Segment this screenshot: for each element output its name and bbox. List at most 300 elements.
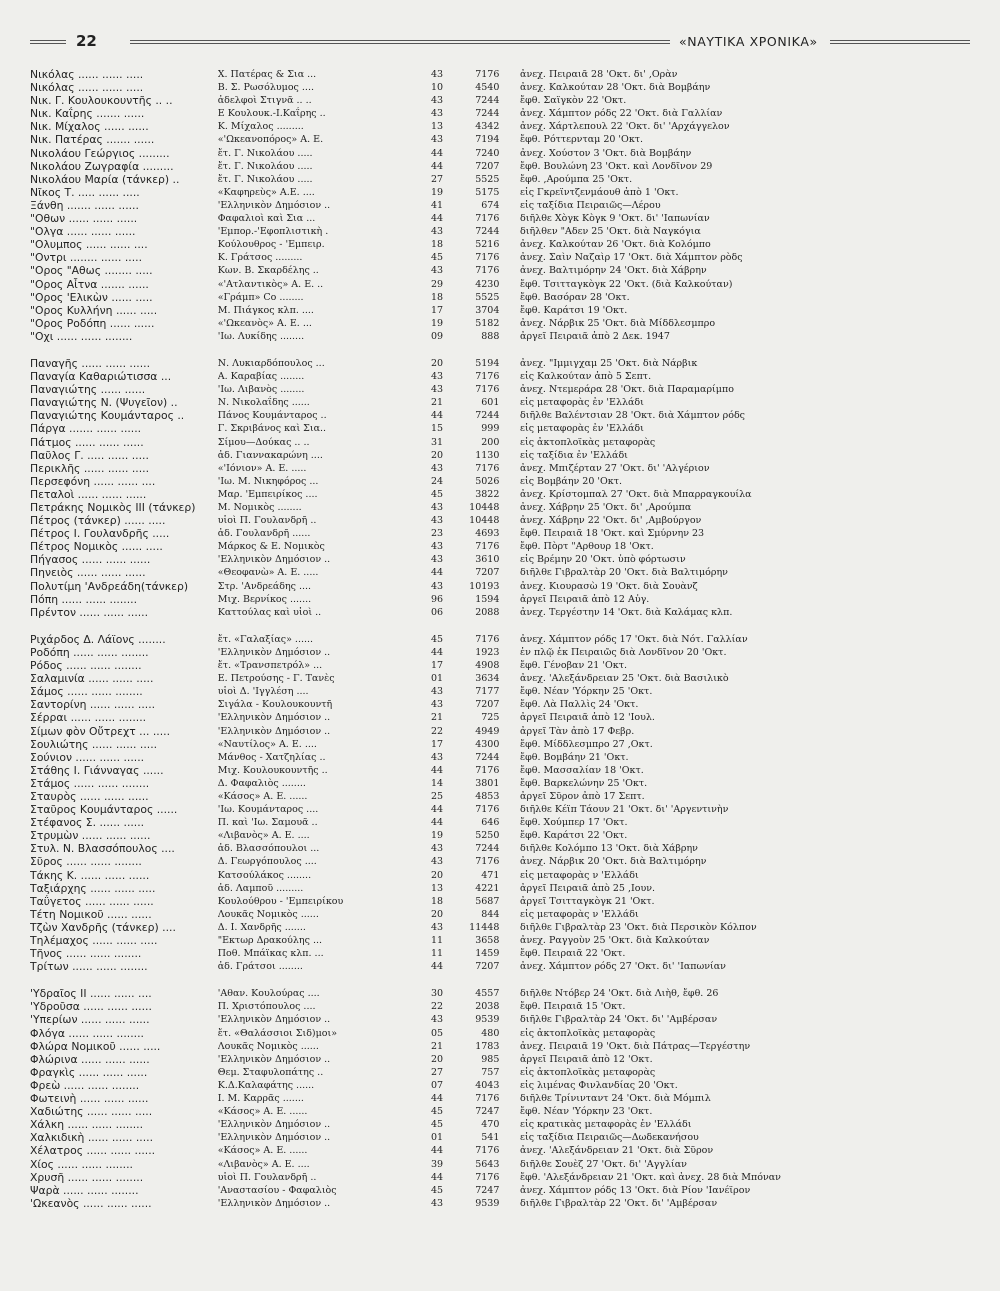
ship-name: Νικόλας ...... ...... ..... bbox=[30, 81, 144, 95]
ship-code: 18 bbox=[430, 239, 444, 251]
column-spacer bbox=[499, 409, 520, 422]
ship-row bbox=[30, 921, 950, 934]
ship-status: ἀνεχ. Ραγγοὺν 25 'Οκτ. διὰ Καλκούταν bbox=[520, 935, 710, 946]
ship-code: 11 bbox=[430, 948, 444, 960]
ship-code: 43 bbox=[430, 554, 444, 566]
ship-code: 44 bbox=[430, 1145, 444, 1157]
ship-status: ἀνεχ. Καλκούταν 28 'Οκτ. διὰ Βομβάην bbox=[520, 82, 711, 94]
ship-agent: ἀδ. Γουλανδρῆ ...... bbox=[217, 528, 311, 540]
ship-name: 'Υδραῖος ΙΙ ...... ...... .... bbox=[30, 987, 152, 1001]
ship-tonnage: 10448 bbox=[469, 502, 500, 513]
ship-code: 05 bbox=[430, 1027, 444, 1039]
ship-name: Φραγκὶς ...... ...... ...... bbox=[30, 1065, 148, 1079]
ship-row bbox=[30, 659, 950, 672]
ship-status: ἀνεχ. Πειραιᾶ 19 'Οκτ. διὰ Πάτρας—Τεργέστην bbox=[520, 1040, 751, 1052]
ship-status: ἔφθ. Πὸρτ "Αρθουρ 18 'Οκτ. bbox=[520, 541, 654, 553]
ship-row bbox=[30, 553, 950, 566]
ship-name: Χαλκιδικὴ ...... ...... ..... bbox=[30, 1131, 154, 1145]
ship-tonnage: 7176 bbox=[475, 804, 500, 816]
page-header bbox=[30, 32, 970, 52]
ship-agent: Κων. Β. Σκαρδέλης .. bbox=[217, 265, 319, 277]
ship-tonnage: 4342 bbox=[475, 121, 500, 133]
ship-status: ἔφθ. 'Αλεξάνδρειαν 21 'Οκτ. καὶ ἀνεχ. 28 διὰ Μπόναν bbox=[520, 1171, 781, 1183]
ship-name: Φρεὼ ...... ...... ........ bbox=[30, 1078, 140, 1092]
ship-tonnage: 7176 bbox=[475, 213, 500, 225]
ship-status: ἔφθ. Πειραιᾶ 15 'Οκτ. bbox=[520, 1001, 626, 1013]
ship-status: ἔφθ. Γένοβαν 21 'Οκτ. bbox=[520, 660, 627, 672]
ship-name: Νικ. Καΐρης ....... ...... bbox=[30, 107, 145, 121]
ship-code: 44 bbox=[430, 160, 444, 172]
ship-code: 44 bbox=[430, 804, 444, 816]
ship-row bbox=[30, 264, 950, 277]
ship-name: Ξάνθη ....... ...... ...... bbox=[30, 198, 139, 212]
column-spacer bbox=[499, 908, 520, 921]
ship-status: διῆλθε Σουὲζ 27 'Οκτ. δι' 'Αγγλίαν bbox=[520, 1158, 687, 1170]
ship-name: Πρέντον ...... ...... ...... bbox=[30, 605, 149, 619]
ship-tonnage: 5643 bbox=[475, 1158, 500, 1170]
ship-tonnage: 3634 bbox=[475, 673, 500, 685]
ship-tonnage: 470 bbox=[481, 1119, 500, 1131]
ship-name: Παναγιώτης ...... ...... bbox=[30, 383, 146, 397]
ship-status: ἔφθ. Μασσαλίαν 18 'Οκτ. bbox=[520, 764, 644, 776]
ship-code: 43 bbox=[430, 515, 444, 527]
ship-status: ἀργεῖ Σῦρον ἀπὸ 17 Σεπτ. bbox=[520, 790, 645, 802]
ship-code: 09 bbox=[430, 330, 444, 342]
ship-row bbox=[30, 278, 950, 291]
header-rule-left bbox=[30, 40, 66, 44]
ship-agent: «Λιβανὸς» Α. Ε. .... bbox=[217, 1158, 310, 1170]
column-spacer bbox=[499, 501, 520, 514]
ship-code: 17 bbox=[430, 660, 444, 672]
ship-name: Στέφανος Σ. ...... ...... bbox=[30, 816, 145, 830]
ship-agent: Μιχ. Κουλουκουντῆς .. bbox=[217, 764, 328, 776]
ship-status: διῆλθε Κέϊπ Τάουν 21 'Οκτ. δι' 'Αργεντινὴν bbox=[520, 804, 729, 816]
ship-status: ἀργεῖ Πειραιᾶ ἀπὸ 12 Αὐγ. bbox=[520, 593, 650, 605]
column-spacer bbox=[499, 803, 520, 816]
ship-section bbox=[30, 633, 950, 973]
column-spacer bbox=[499, 1197, 520, 1210]
ship-tonnage: 4693 bbox=[475, 528, 500, 540]
column-spacer bbox=[499, 212, 520, 225]
ship-agent: ἔτ. Γ. Νικολάου ..... bbox=[217, 173, 313, 185]
ship-tonnage: 674 bbox=[481, 199, 500, 211]
ship-name: Ψαρὰ ...... ...... ........ bbox=[30, 1183, 139, 1197]
ship-tonnage: 3801 bbox=[475, 777, 500, 789]
ship-name: Πέτρος Νομικὸς ...... ..... bbox=[30, 540, 163, 554]
ship-tonnage: 5687 bbox=[475, 895, 500, 907]
ship-name: Νικολάου Ζωγραφία ......... bbox=[30, 159, 174, 173]
ship-row bbox=[30, 199, 950, 212]
ship-code: 21 bbox=[430, 397, 444, 409]
ship-name: Σαλαμινία ...... ...... ..... bbox=[30, 672, 154, 686]
ship-tonnage: 7176 bbox=[475, 371, 500, 383]
column-spacer bbox=[499, 278, 520, 291]
ship-code: 45 bbox=[430, 1184, 444, 1196]
ship-status: ἀνεχ. Χάμπτον ρόδς 13 'Οκτ. διὰ Ρίον 'Ιανέϊρον bbox=[520, 1184, 751, 1196]
ship-tonnage: 5216 bbox=[475, 239, 500, 251]
ship-status: ἀνεχ. Χάμπτον ρόδς 27 'Οκτ. δι' 'Ιαπωνίαν bbox=[520, 961, 726, 973]
ship-row bbox=[30, 304, 950, 317]
ship-code: 44 bbox=[430, 213, 444, 225]
ship-tonnage: 2038 bbox=[475, 1001, 500, 1013]
ship-tonnage: 4230 bbox=[475, 278, 500, 290]
ship-code: 43 bbox=[430, 384, 444, 396]
ship-status: εἰς ἀκτοπλοϊκὰς μεταφορὰς bbox=[520, 1027, 656, 1039]
ship-code: 43 bbox=[430, 95, 444, 107]
ship-tonnage: 1594 bbox=[475, 593, 500, 605]
ship-code: 17 bbox=[430, 304, 444, 316]
ship-code: 19 bbox=[430, 830, 444, 842]
ship-status: ἀνεχ. Χάμπτον ρόδς 17 'Οκτ. διὰ Νότ. Γαλλίαν bbox=[520, 633, 748, 645]
ship-code: 44 bbox=[430, 567, 444, 579]
column-spacer bbox=[499, 1105, 520, 1118]
ship-row bbox=[30, 738, 950, 751]
ship-row bbox=[30, 1079, 950, 1092]
ship-code: 43 bbox=[430, 921, 444, 933]
ship-name: Πηνειὸς ...... ...... ...... bbox=[30, 566, 146, 580]
ship-tonnage: 7176 bbox=[475, 1093, 500, 1105]
ship-row bbox=[30, 409, 950, 422]
column-spacer bbox=[499, 173, 520, 186]
ship-status: διῆλθε Γιβραλτὰρ 23 'Οκτ. διὰ Περσικὸν Κόλπον bbox=[520, 921, 757, 933]
ship-status: ἔφθ. Τσιτταγκὸγκ 22 'Οκτ. (διὰ Καλκούταν) bbox=[520, 278, 733, 290]
ship-agent: Ε. Πετρούσης - Γ. Τανὲς bbox=[217, 673, 335, 685]
ship-code: 11 bbox=[430, 935, 444, 946]
ship-agent: 'Ελληνικὸν Δημόσιον .. bbox=[217, 1053, 331, 1065]
ship-status: ἀργεῖ Πειραιᾶ ἀπὸ 12 'Ιουλ. bbox=[520, 712, 655, 724]
column-spacer bbox=[499, 1144, 520, 1157]
ship-code: 43 bbox=[430, 502, 444, 513]
ship-name: Στυλ. Ν. Βλασσόπουλος .... bbox=[30, 842, 175, 856]
ship-name: Νῖκος Τ. ..... ...... ..... bbox=[30, 185, 140, 199]
ship-tonnage: 7244 bbox=[475, 108, 500, 120]
ship-tonnage: 4043 bbox=[475, 1079, 500, 1091]
ship-code: 10 bbox=[430, 82, 444, 94]
ship-status: ἔφθ. Μίδδλεσμπρο 27 ,Οκτ. bbox=[520, 738, 653, 750]
ship-row bbox=[30, 81, 950, 94]
ship-agent: 'Αναστασίου - Φαφαλιὸς bbox=[217, 1184, 337, 1196]
ship-status: ἔφθ. Χούμπερ 17 'Οκτ. bbox=[520, 817, 628, 829]
ship-row bbox=[30, 501, 950, 514]
column-spacer bbox=[499, 777, 520, 790]
ship-status: ἀνεχ. Χάμπτον ρόδς 22 'Οκτ. διὰ Γαλλίαν bbox=[520, 108, 723, 120]
ship-code: 43 bbox=[430, 371, 444, 383]
ship-row bbox=[30, 1027, 950, 1040]
ship-tonnage: 7247 bbox=[475, 1184, 500, 1196]
ship-row bbox=[30, 1184, 950, 1197]
ship-code: 22 bbox=[430, 1001, 444, 1013]
ship-name: Σούνιον ...... ...... ...... bbox=[30, 750, 145, 764]
ship-tonnage: 11448 bbox=[469, 921, 500, 933]
ship-name: 'Υπερίων ...... ...... ...... bbox=[30, 1013, 150, 1027]
ship-agent: Σιγάλα - Κουλουκουντῆ bbox=[217, 699, 333, 711]
ship-code: 20 bbox=[430, 1053, 444, 1065]
ship-row bbox=[30, 370, 950, 383]
ship-name: Περικλῆς ...... ...... ..... bbox=[30, 461, 150, 475]
column-spacer bbox=[499, 225, 520, 238]
ship-name: "Ολγα ...... ...... ...... bbox=[30, 225, 136, 239]
ship-tonnage: 7176 bbox=[475, 69, 500, 80]
column-spacer bbox=[499, 633, 520, 646]
column-spacer bbox=[499, 94, 520, 107]
ship-status: ἔφθ. Ρόττερνταμ 20 'Οκτ. bbox=[520, 134, 644, 146]
ship-agent: Φαφαλιοὶ καὶ Σια ... bbox=[217, 213, 316, 225]
ship-tonnage: 1923 bbox=[475, 646, 500, 658]
ship-code: 44 bbox=[430, 817, 444, 829]
ship-status: ἀνεχ. 'Αλεξάνδρειαν 25 'Οκτ. διὰ Βασιλικὸ bbox=[520, 673, 729, 685]
ship-name: Τάκης Κ. ...... ...... ...... bbox=[30, 868, 150, 882]
ship-name: Φλώρινα ...... ...... ...... bbox=[30, 1052, 150, 1066]
ship-row bbox=[30, 1066, 950, 1079]
ship-name: "Οντρι ........ ...... ..... bbox=[30, 251, 143, 265]
column-spacer bbox=[499, 107, 520, 120]
ship-code: 43 bbox=[430, 462, 444, 474]
ship-status: διῆλθεν "Αδεν 25 'Οκτ. διὰ Ναγκόγια bbox=[520, 226, 701, 238]
column-spacer bbox=[499, 646, 520, 659]
ship-status: εἰς ἀκτοπλοϊκὰς μεταφορὰς bbox=[520, 1066, 656, 1078]
ship-row bbox=[30, 212, 950, 225]
ship-tonnage: 3658 bbox=[475, 935, 500, 946]
ship-code: 44 bbox=[430, 1171, 444, 1183]
column-spacer bbox=[499, 527, 520, 540]
ship-status: εἰς ταξίδια Πειραιῶς—Λέρου bbox=[520, 199, 661, 211]
ship-status: ἀνεχ. Χάβρην 22 'Οκτ. δι' ,Αμβούργον bbox=[520, 515, 702, 527]
ship-tonnage: 7244 bbox=[475, 226, 500, 238]
ship-status: ἔφθ. ,Αρούμπα 25 'Οκτ. bbox=[520, 173, 633, 185]
ship-agent: ἔτ. Γ. Νικολάου ..... bbox=[217, 147, 313, 159]
ship-row bbox=[30, 777, 950, 790]
ship-name: Τῆνος ...... ...... ........ bbox=[30, 947, 142, 961]
ship-status: ἀνεχ. Χάρτλεπουλ 22 'Οκτ. δι' 'Αρχάγγελον bbox=[520, 121, 730, 133]
ship-code: 44 bbox=[430, 410, 444, 422]
ship-code: 43 bbox=[430, 69, 444, 80]
ship-agent: «Λιβανὸς» Α. Ε. .... bbox=[217, 830, 310, 842]
ship-agent: Ν. Λυκιαρδόπουλος ... bbox=[217, 357, 325, 369]
ship-row bbox=[30, 527, 950, 540]
column-spacer bbox=[499, 764, 520, 777]
ship-status: εἰς Καλκούταν ἀπὸ 5 Σεπτ. bbox=[520, 371, 652, 383]
ship-tonnage: 5250 bbox=[475, 830, 500, 842]
ship-row bbox=[30, 94, 950, 107]
ship-name: Περσεφόνη ...... ...... .... bbox=[30, 474, 156, 488]
ship-name: Στάμος ...... ...... ........ bbox=[30, 776, 150, 790]
column-spacer bbox=[499, 1013, 520, 1026]
column-spacer bbox=[499, 1118, 520, 1131]
ship-name: "Οχι ...... ...... ........ bbox=[30, 329, 133, 343]
ship-tonnage: 4949 bbox=[475, 725, 500, 737]
ship-status: εἰς μεταφορὰς ν 'Ελλάδι bbox=[520, 869, 639, 881]
ship-name: Τρίτων ...... ...... ........ bbox=[30, 960, 148, 974]
ship-agent: Π. καὶ 'Ιω. Σαμουᾶ .. bbox=[217, 817, 318, 829]
column-spacer bbox=[499, 711, 520, 724]
column-spacer bbox=[499, 133, 520, 146]
ship-code: 43 bbox=[430, 134, 444, 146]
ship-agent: ἔτ. «Τρανσπετρόλ» ... bbox=[217, 660, 323, 672]
ship-tonnage: 7194 bbox=[475, 134, 500, 146]
ship-agent: Θεμ. Σταφυλοπάτης .. bbox=[217, 1066, 324, 1078]
ship-status: ἀνεχ. Ντεμεράρα 28 'Οκτ. διὰ Παραμαρίμπο bbox=[520, 384, 734, 396]
ship-tonnage: 7176 bbox=[475, 633, 500, 645]
ship-agent: Μ. Νομικὸς ........ bbox=[217, 502, 302, 513]
ship-name: Παναγῆς ...... ...... ...... bbox=[30, 356, 151, 370]
ship-tonnage: 10193 bbox=[469, 580, 500, 592]
ship-code: 43 bbox=[430, 843, 444, 855]
ship-code: 43 bbox=[430, 751, 444, 763]
ship-status: ἀνεχ. Βαλτιμόρην 24 'Οκτ. διὰ Χάβρην bbox=[520, 265, 707, 277]
column-spacer bbox=[499, 449, 520, 462]
ship-name: "Οθων ...... ...... ...... bbox=[30, 212, 138, 226]
ship-code: 27 bbox=[430, 1066, 444, 1078]
ship-section bbox=[30, 987, 950, 1210]
ship-agent: Στρ. 'Ανδρεάδης .... bbox=[217, 580, 312, 592]
ship-name: Τέτη Νομικοῦ ...... ...... bbox=[30, 907, 152, 921]
ship-code: 17 bbox=[430, 738, 444, 750]
ship-row bbox=[30, 646, 950, 659]
ship-row bbox=[30, 1092, 950, 1105]
ship-row bbox=[30, 580, 950, 593]
ship-agent: ἔτ. Γ. Νικολάου ..... bbox=[217, 160, 313, 172]
ship-name: Φωτεινὴ ...... ...... ...... bbox=[30, 1092, 149, 1106]
ship-row bbox=[30, 960, 950, 973]
column-spacer bbox=[499, 383, 520, 396]
column-spacer bbox=[499, 934, 520, 947]
ship-tonnage: 3610 bbox=[475, 554, 500, 566]
ship-row bbox=[30, 987, 950, 1000]
ship-row bbox=[30, 566, 950, 579]
ship-status: ἔφθ. Καράτσι 19 'Οκτ. bbox=[520, 304, 628, 316]
ship-row bbox=[30, 698, 950, 711]
ship-row bbox=[30, 488, 950, 501]
ship-agent: Δ. Ι. Χανδρῆς ....... bbox=[217, 921, 306, 933]
ship-agent: 'Ελληνικὸν Δημόσιον .. bbox=[217, 1132, 331, 1144]
ship-row bbox=[30, 1000, 950, 1013]
ship-agent: Δ. Γεωργόπουλος .... bbox=[217, 856, 317, 868]
column-spacer bbox=[499, 475, 520, 488]
ship-tonnage: 541 bbox=[481, 1132, 500, 1144]
ship-code: 43 bbox=[430, 108, 444, 120]
ship-row bbox=[30, 1105, 950, 1118]
ship-status: εἰς λιμένας Φινλανδίας 20 'Οκτ. bbox=[520, 1079, 678, 1091]
ship-row bbox=[30, 1158, 950, 1171]
ship-row bbox=[30, 725, 950, 738]
ship-name: "Ορος Κυλλήνη ...... ..... bbox=[30, 303, 158, 317]
ship-code: 44 bbox=[430, 764, 444, 776]
ship-tonnage: 7207 bbox=[475, 961, 500, 973]
ship-status: ἔφθ. Βουλώνη 23 'Οκτ. καὶ Λονδῖνον 29 bbox=[520, 160, 713, 172]
ship-agent: Κούλουθρος - 'Εμπειρ. bbox=[217, 239, 325, 251]
column-spacer bbox=[499, 566, 520, 579]
ship-agent: Μάρκος & Ε. Νομικὸς bbox=[217, 541, 325, 553]
ship-row bbox=[30, 514, 950, 527]
ship-agent: ἀδ. Γιαννακαρώνη .... bbox=[217, 449, 323, 461]
column-spacer bbox=[499, 514, 520, 527]
ship-code: 21 bbox=[430, 712, 444, 724]
ship-status: εἰς ἀκτοπλοϊκὰς μεταφορὰς bbox=[520, 436, 656, 448]
ship-status: ἔφθ. Πειραιᾶ 22 'Οκτ. bbox=[520, 948, 626, 960]
ship-status: εἰς κρατικὰς μεταφορὰς ἐν 'Ελλάδι bbox=[520, 1119, 692, 1131]
ship-status: εἰς Βομβάην 20 'Οκτ. bbox=[520, 475, 623, 487]
column-spacer bbox=[499, 540, 520, 553]
ship-agent: Π. Χριστόπουλος .... bbox=[217, 1001, 316, 1013]
ship-tonnage: 7176 bbox=[475, 764, 500, 776]
ship-code: 45 bbox=[430, 252, 444, 264]
ship-row bbox=[30, 855, 950, 868]
column-spacer bbox=[499, 895, 520, 908]
ship-code: 30 bbox=[430, 988, 444, 1000]
column-spacer bbox=[499, 1184, 520, 1197]
column-spacer bbox=[499, 291, 520, 304]
column-spacer bbox=[499, 672, 520, 685]
ship-status: ἀνεχ. Κρίστομπαλ 27 'Οκτ. διὰ Μπαρραγκουίλα bbox=[520, 488, 752, 500]
ship-status: ἀνεχ. Πειραιᾶ 28 'Οκτ. δι' ,Ορὰν bbox=[520, 69, 678, 80]
ship-agent: 'Εμπορ.-'Εφοπλιστικὴ . bbox=[217, 226, 329, 238]
ship-code: 44 bbox=[430, 646, 444, 658]
ship-row bbox=[30, 436, 950, 449]
column-spacer bbox=[499, 186, 520, 199]
ship-name: Νικολάου Μαρία (τάνκερ) .. bbox=[30, 172, 180, 186]
ship-status: ἐν πλῷ ἐκ Πειραιῶς διὰ Λονδῖνον 20 'Οκτ. bbox=[520, 646, 727, 658]
ship-agent: «Ναυτίλος» Α. Ε. .... bbox=[217, 738, 317, 750]
ship-status: ἀνεχ. Σαὶν Ναζαὶρ 17 'Οκτ. διὰ Χάμπτον ρὸδς bbox=[520, 252, 743, 264]
ship-tonnage: 7176 bbox=[475, 856, 500, 868]
ship-agent: 'Ελληνικὸν Δημόσιον .. bbox=[217, 554, 331, 566]
column-spacer bbox=[499, 725, 520, 738]
ship-tonnage: 7244 bbox=[475, 843, 500, 855]
ship-status: ἔφθ. Βασόραν 28 'Οκτ. bbox=[520, 291, 630, 303]
ship-tonnage: 1459 bbox=[475, 948, 500, 960]
column-spacer bbox=[499, 422, 520, 435]
column-spacer bbox=[499, 1158, 520, 1171]
column-spacer bbox=[499, 685, 520, 698]
ship-agent: ἀδελφοὶ Στιγνᾶ .. .. bbox=[217, 95, 312, 107]
ship-agent: ἀδ. Βλασσόπουλοι ... bbox=[217, 843, 320, 855]
ship-tonnage: 4557 bbox=[475, 988, 500, 1000]
column-spacer bbox=[499, 842, 520, 855]
ship-status: εἰς μεταφορὰς ἐν 'Ελλάδι bbox=[520, 423, 644, 435]
ship-agent: «'Ωκεανὸς» Α. Ε. ... bbox=[217, 317, 312, 329]
column-spacer bbox=[499, 698, 520, 711]
ship-agent: Ποθ. Μπάϊκας κλπ. ... bbox=[217, 948, 324, 960]
column-spacer bbox=[499, 304, 520, 317]
ship-code: 07 bbox=[430, 1079, 444, 1091]
ship-code: 18 bbox=[430, 291, 444, 303]
ship-row bbox=[30, 383, 950, 396]
ship-row bbox=[30, 711, 950, 724]
ship-tonnage: 4853 bbox=[475, 790, 500, 802]
column-spacer bbox=[499, 68, 520, 81]
ship-name: "Ορος 'Ελικὼν ...... ..... bbox=[30, 290, 153, 304]
column-spacer bbox=[499, 1131, 520, 1144]
ship-row bbox=[30, 1040, 950, 1053]
ship-agent: 'Ελληνικὸν Δημόσιον .. bbox=[217, 725, 331, 737]
ship-code: 18 bbox=[430, 895, 444, 907]
ship-agent: ἀδ. Λαμποῦ ......... bbox=[217, 882, 304, 894]
ship-row bbox=[30, 842, 950, 855]
column-spacer bbox=[499, 1092, 520, 1105]
ship-agent: 'Ελληνικὸν Δημόσιον .. bbox=[217, 1119, 331, 1131]
ship-code: 19 bbox=[430, 317, 444, 329]
ship-row bbox=[30, 147, 950, 160]
ship-agent: «Κάσος» Α. Ε. ...... bbox=[217, 1106, 308, 1118]
ship-name: Πάργα ....... ...... ...... bbox=[30, 422, 142, 436]
ship-tonnage: 7176 bbox=[475, 1171, 500, 1183]
ship-tonnage: 7176 bbox=[475, 462, 500, 474]
page-number: 22 bbox=[70, 32, 103, 50]
ship-name: Πήγασος ...... ...... ...... bbox=[30, 553, 151, 567]
ship-code: 01 bbox=[430, 673, 444, 685]
ship-code: 43 bbox=[430, 699, 444, 711]
ship-status: ἔφθ. Βομβάην 21 'Οκτ. bbox=[520, 751, 629, 763]
